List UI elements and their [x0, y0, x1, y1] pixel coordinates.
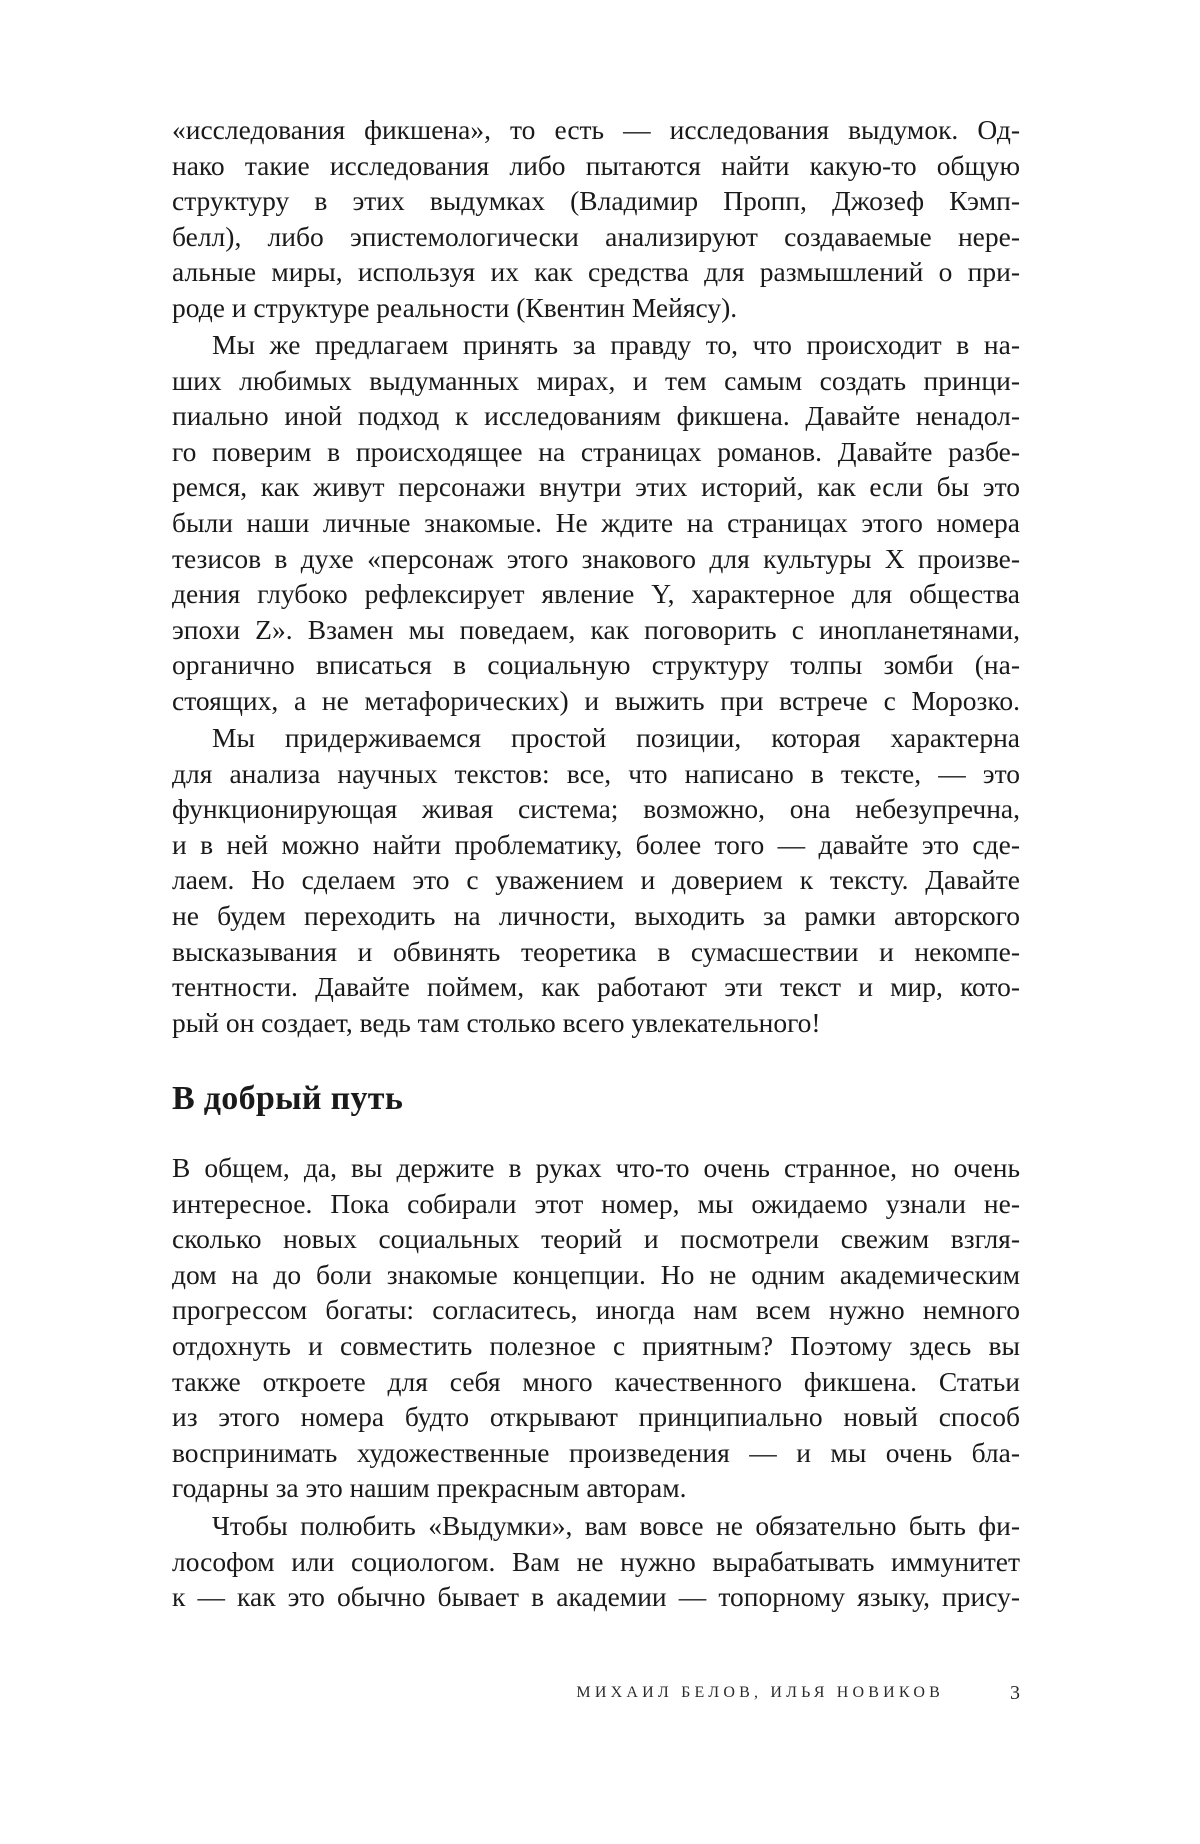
text-line: для анализа научных текстов: все, что написано в тексте, — это [172, 757, 1020, 789]
text-line: Мы же предлагаем принять за правду то, что происходит в на- [212, 329, 1020, 360]
text-line: «исследования фикшена», то есть — исследования выдумок. Од- [172, 114, 1020, 145]
text-line: к — как это обычно бывает в академии — топорному языку, прису- [172, 1581, 1020, 1613]
text-line: белл), либо эпистемологически анализируют создаваемые нере- [172, 220, 1020, 252]
text-line: альные миры, используя их как средства для размышлений о при- [172, 256, 1020, 288]
text-line: не будем переходить на личности, выходить за рамки авторского [172, 899, 1020, 931]
text-line: были наши личные знакомые. Не ждите на страницах этого номера [172, 506, 1020, 538]
page-number: 3 [1010, 1682, 1020, 1704]
text-line: Мы придерживаемся простой позиции, которая характерна [212, 722, 1020, 753]
text-line: органично вписаться в социальную структуру толпы зомби (на- [172, 649, 1020, 681]
section-heading: В добрый путь [172, 1080, 404, 1117]
text-line: лософом или социологом. Вам не нужно вырабатывать иммунитет [172, 1545, 1020, 1577]
text-line: ших любимых выдуманных мирах, и тем самым создать принци- [172, 364, 1020, 396]
text-line: го поверим в происходящее на страницах романов. Давайте разбе- [172, 435, 1020, 467]
text-line: ремся, как живут персонажи внутри этих историй, как если бы это [172, 471, 1020, 503]
text-line: дения глубоко рефлексирует явление Y, характерное для общества [172, 578, 1020, 610]
text-line: функционирующая живая система; возможно, она небезупречна, [172, 793, 1020, 825]
text-line: также откроете для себя много качественного фикшена. Статьи [172, 1365, 1020, 1397]
text-line: и в ней можно найти проблематику, более того — давайте это сде- [172, 828, 1020, 860]
text-line: нако такие исследования либо пытаются найти какую-то общую [172, 149, 1020, 181]
text-line: воспринимать художественные произведения — и мы очень бла- [172, 1436, 1020, 1468]
text-line: годарны за это нашим прекрасным авторам. [172, 1472, 687, 1504]
paragraph-5 [172, 1508, 1020, 1615]
paragraph-2 [172, 327, 1020, 719]
text-line: структуру в этих выдумках (Владимир Пропп, Джозеф Кэмп- [172, 185, 1020, 217]
text-line: отдохнуть и совместить полезное с приятным? Поэтому здесь вы [172, 1329, 1020, 1361]
text-line: сколько новых социальных теорий и посмотрели свежим взгля- [172, 1223, 1020, 1255]
text-line: тентности. Давайте поймем, как работают эти текст и мир, кото- [172, 971, 1020, 1003]
text-line: прогрессом богаты: согласитесь, иногда нам всем нужно немного [172, 1294, 1020, 1326]
text-line: роде и структуре реальности (Квентин Мейясу). [172, 291, 738, 323]
text-line: пиально иной подход к исследованиям фикшена. Давайте ненадол- [172, 400, 1020, 432]
paragraph-3 [172, 720, 1020, 1040]
running-footer-authors: МИХАИЛ БЕЛОВ, ИЛЬЯ НОВИКОВ [576, 1684, 944, 1701]
text-line: рый он создает, ведь там столько всего увлекательного! [172, 1006, 821, 1038]
text-line: В общем, да, вы держите в руках что-то очень странное, но очень [172, 1152, 1020, 1183]
text-line: лаем. Но сделаем это с уважением и доверием к тексту. Давайте [172, 864, 1020, 896]
paragraph-1 [172, 112, 1020, 326]
text-line: интересное. Пока собирали этот номер, мы ожидаемо узнали не- [172, 1187, 1020, 1219]
text-line: Чтобы полюбить «Выдумки», вам вовсе не обязательно быть фи- [212, 1510, 1020, 1541]
text-line: тезисов в духе «персонаж этого знакового для культуры X произве- [172, 542, 1020, 574]
text-line: высказывания и обвинять теоретика в сумасшествии и некомпе- [172, 935, 1020, 967]
text-line: стоящих, а не метафорических) и выжить при встрече с Морозко. [172, 684, 1020, 716]
paragraph-4 [172, 1150, 1020, 1506]
text-line: дом на до боли знакомые концепции. Но не одним академическим [172, 1258, 1020, 1290]
text-line: эпохи Z». Взамен мы поведаем, как поговорить с инопланетянами, [172, 613, 1020, 645]
text-line: из этого номера будто открывают принципиально новый способ [172, 1401, 1020, 1433]
